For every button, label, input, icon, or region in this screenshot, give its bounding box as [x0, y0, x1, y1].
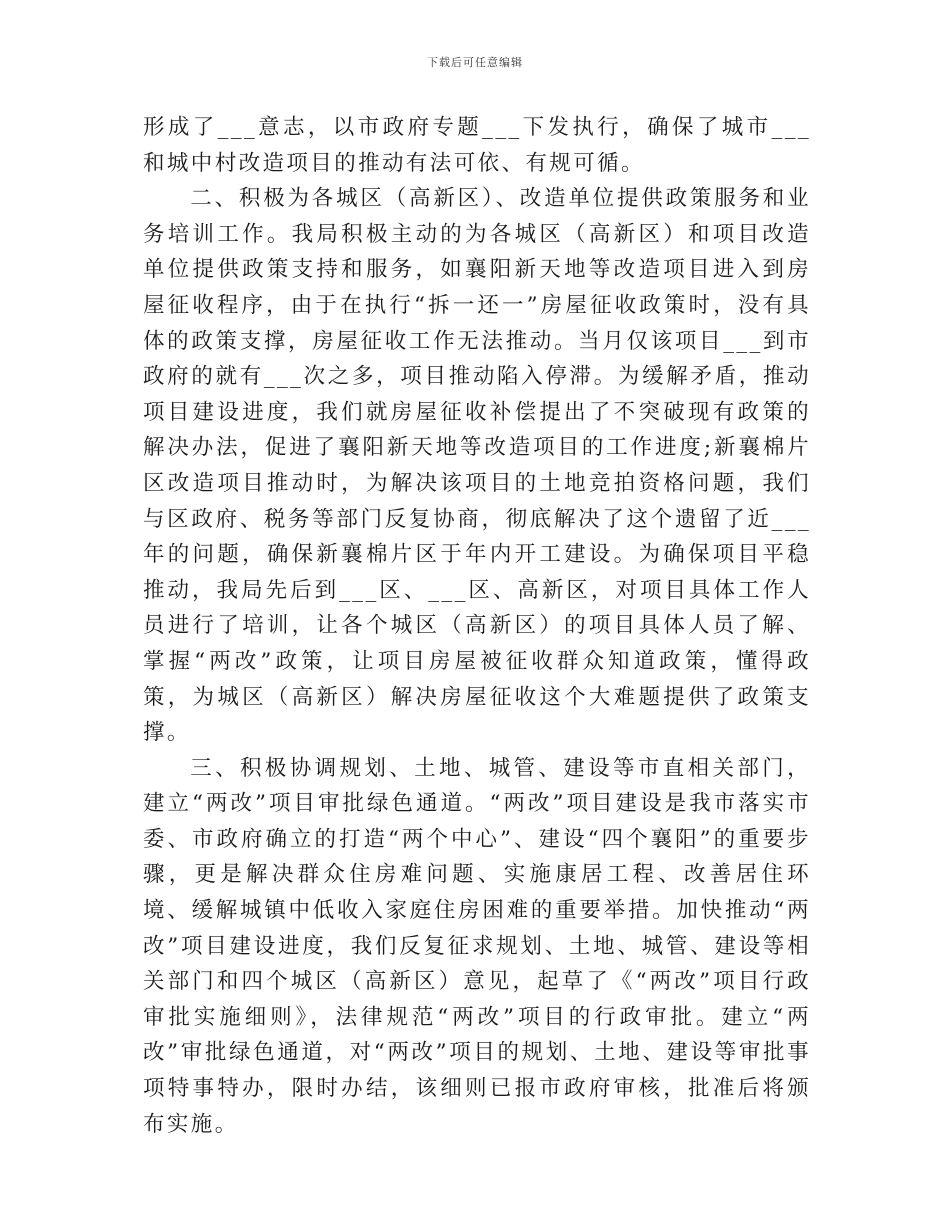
paragraph-section-three: 三、积极协调规划、土地、城管、建设等市直相关部门，建立“两改”项目审批绿色通道。“两改”项目建设是我市落实市委、市政府确立的打造“两个中心”、建设“四个襄阳”的重要步骤，更是解决群众住房难问题、实施康居工程、改善居住环境、缓解城镇中低收入家庭住房困难的重要举措。加快推动“两改”项目建设进度，我们反复征求规划、土地、城管、建设等相关部门和四个城区（高新区）意见，起草了《“两改”项目行政审批实施细则》，法律规范“两改”项目的行政审批。建立“两改”审批绿色通道，对“两改”项目的规划、土地、建设等审批事项特事特办，限时办结，该细则已报市政府审核，批准后将颁布实施。 — [143, 755, 811, 1137]
paragraph-continuation: 形成了___意志，以市政府专题___下发执行，确保了城市___和城中村改造项目的推动有法可依、有规可循。 — [143, 115, 811, 176]
page-header-note: 下载后可任意编辑 — [427, 56, 523, 69]
document-body — [143, 110, 811, 1142]
paragraph-section-two: 二、积极为各城区（高新区）、改造单位提供政策服务和业务培训工作。我局积极主动的为各城区（高新区）和项目改造单位提供政策支持和服务，如襄阳新天地等改造项目进入到房屋征收程序，由于在执行“拆一还一”房屋征收政策时，没有具体的政策支撑，房屋征收工作无法推动。当月仅该项目___到市政府的就有___次之多，项目推动陷入停滞。为缓解矛盾，推动项目建设进度，我们就房屋征收补偿提出了不突破现有政策的解决办法，促进了襄阳新天地等改造项目的工作进度;新襄棉片区改造项目推动时，为解决该项目的土地竞拍资格问题，我们与区政府、税务等部门反复协商，彻底解决了这个遗留了近___年的问题，确保新襄棉片区于年内开工建设。为确保项目平稳推动，我局先后到___区、___区、高新区，对项目具体工作人员进行了培训，让各个城区（高新区）的项目具体人员了解、掌握“两改”政策，让项目房屋被征收群众知道政策，懂得政策，为城区（高新区）解决房屋征收这个大难题提供了政策支撑。 — [143, 186, 811, 746]
